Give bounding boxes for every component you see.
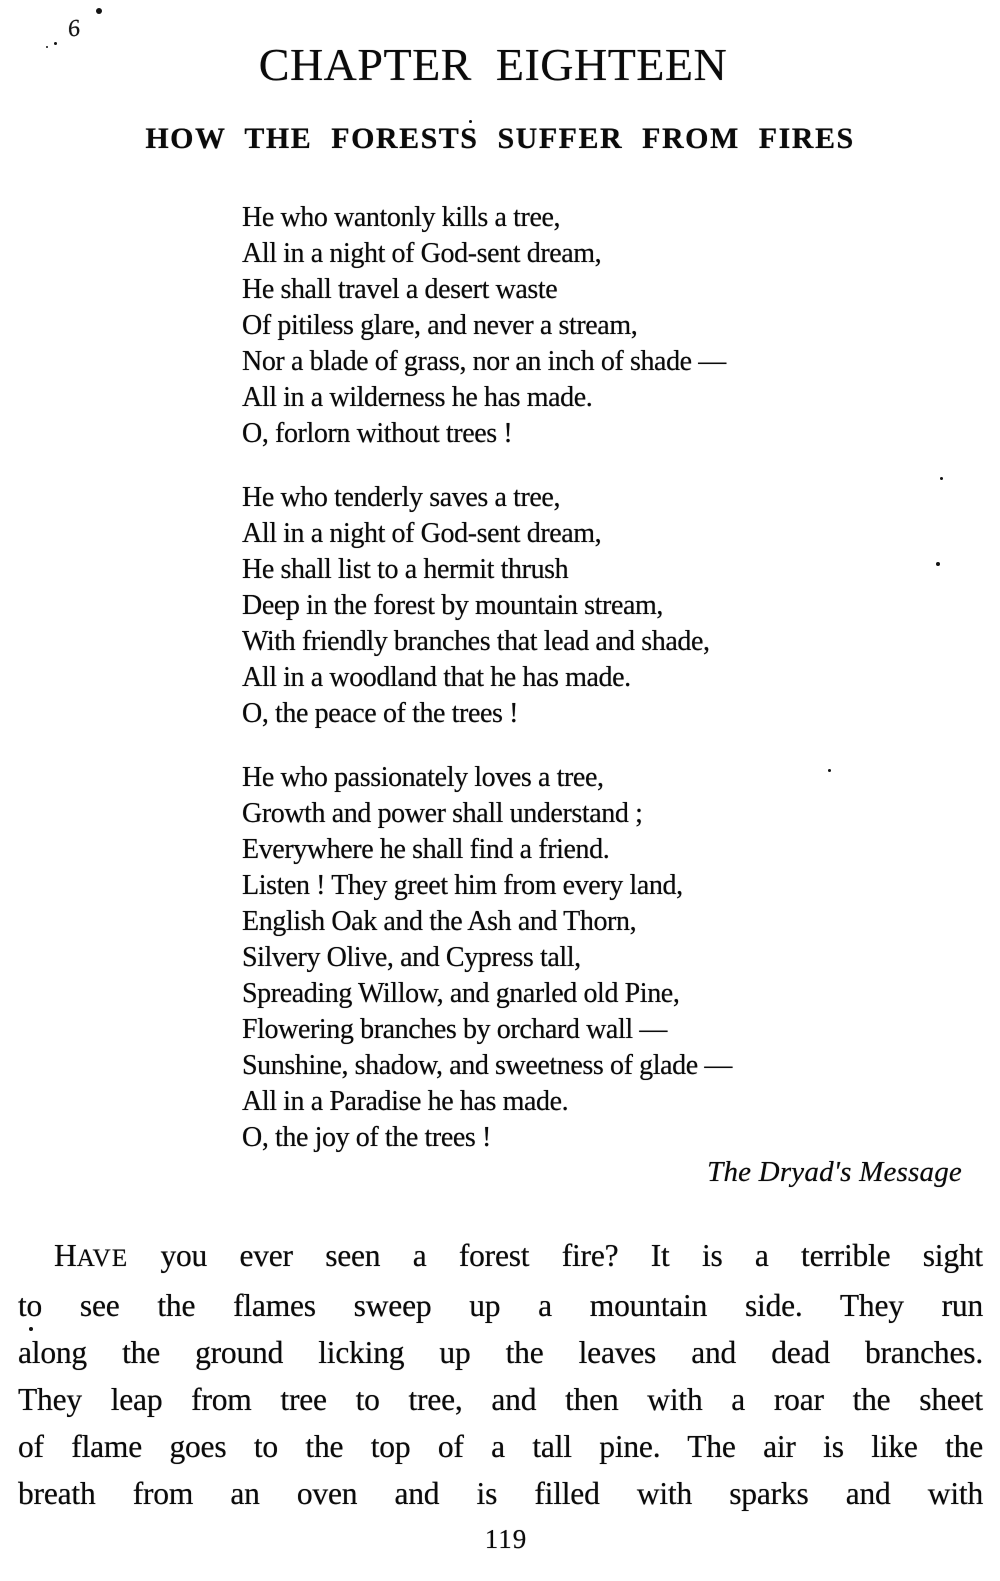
scan-artifact-mark: 6 [66, 15, 82, 43]
poem-line: With friendly branches that lead and shade, [242, 626, 710, 657]
poem-line: He who wantonly kills a tree, [242, 202, 561, 233]
poem-line: All in a Paradise he has made. [242, 1086, 569, 1117]
body-line [18, 1232, 983, 1282]
body-line-text: you ever seen a forest fire? It is a terrible sight [128, 1238, 983, 1273]
section-title: HOW THE FORESTS SUFFER FROM FIRES [145, 122, 855, 155]
poem-line: He shall list to a hermit thrush [242, 554, 569, 585]
poem-line: He who passionately loves a tree, [242, 762, 604, 793]
body-line: They leap from tree to tree, and then with a roar the sheet [18, 1382, 983, 1417]
poem-line: Of pitiless glare, and never a stream, [242, 310, 638, 341]
poem-line: Growth and power shall understand ; [242, 798, 643, 829]
poem-attribution: The Dryad's Message [707, 1156, 962, 1188]
poem-line: English Oak and the Ash and Thorn, [242, 906, 637, 937]
poem-line: All in a night of God-sent dream, [242, 238, 602, 269]
lead-smallcaps: AVE [76, 1245, 129, 1272]
poem-stanza-1 [242, 200, 1000, 452]
poem-line: He shall travel a desert waste [242, 274, 558, 305]
body-line: to see the flames sweep up a mountain side. They run [18, 1288, 983, 1323]
poem-line: Everywhere he shall find a friend. [242, 834, 610, 865]
body-paragraph [18, 1232, 983, 1517]
poem-line: He who tenderly saves a tree, [242, 482, 561, 513]
poem-line: Nor a blade of grass, nor an inch of shade — [242, 346, 726, 377]
poem [242, 200, 1000, 1184]
poem-line: Sunshine, shadow, and sweetness of glade — [242, 1050, 732, 1081]
poem-line: O, forlorn without trees ! [242, 418, 513, 449]
poem-line: Spreading Willow, and gnarled old Pine, [242, 978, 680, 1009]
poem-line: Listen ! They greet him from every land, [242, 870, 683, 901]
body-line: of flame goes to the top of a tall pine. The air is like the [18, 1429, 983, 1464]
poem-line: All in a wilderness he has made. [242, 382, 593, 413]
poem-line: All in a woodland that he has made. [242, 662, 631, 693]
poem-stanza-2 [242, 480, 1000, 732]
poem-line: Deep in the forest by mountain stream, [242, 590, 664, 621]
lead-capital: H [54, 1238, 77, 1273]
poem-line: Flowering branches by orchard wall — [242, 1014, 667, 1045]
poem-line: All in a night of God-sent dream, [242, 518, 602, 549]
poem-line: Silvery Olive, and Cypress tall, [242, 942, 581, 973]
poem-line: O, the peace of the trees ! [242, 698, 519, 729]
body-line: breath from an oven and is filled with sparks and with [18, 1476, 983, 1511]
poem-line: O, the joy of the trees ! [242, 1122, 491, 1153]
poem-stanza-3 [242, 760, 1000, 1156]
chapter-title: CHAPTER EIGHTEEN [258, 39, 728, 90]
page-number: 119 [484, 1524, 528, 1554]
scan-artifact-dot [96, 8, 102, 14]
body-line: along the ground licking up the leaves and dead branches. [18, 1335, 983, 1370]
